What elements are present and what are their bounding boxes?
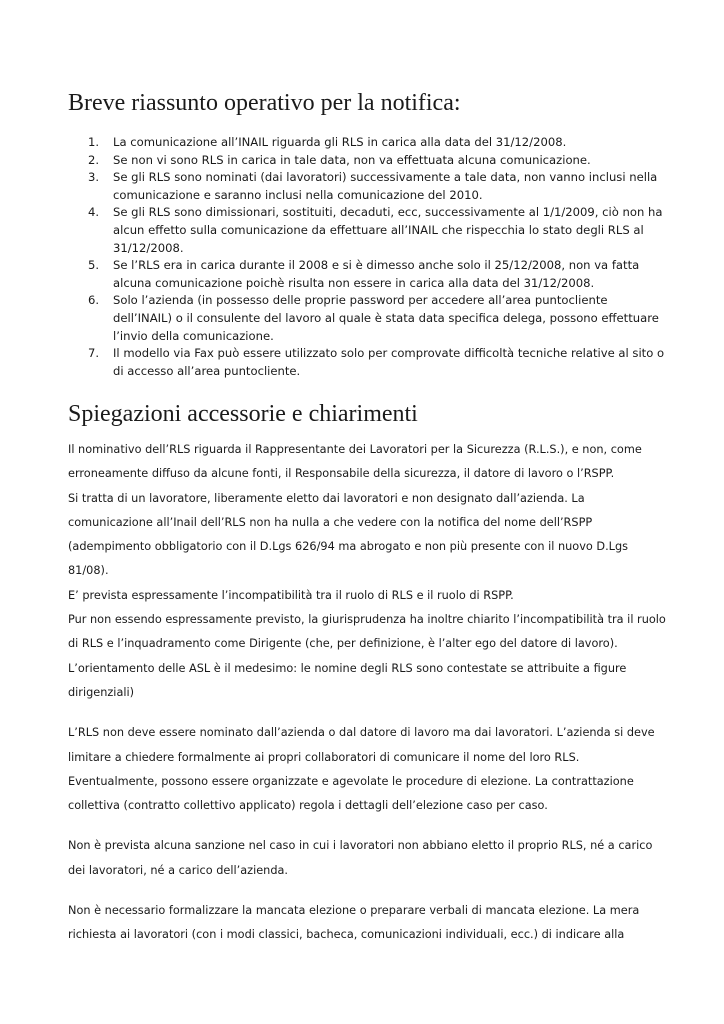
list-item xyxy=(68,257,668,292)
paragraph: Pur non essendo espressamente previsto, la giurisprudenza ha inoltre chiarito l’incompatibilità tra il ruolo di RLS e l’inquadramento come Dirigente (che, per definizione, è l’alter ego del datore di lavoro). xyxy=(68,613,666,651)
list-item-number: 2. xyxy=(88,152,100,167)
summary-heading: Breve riassunto operativo per la notifica: xyxy=(68,90,461,116)
list-item-text: Il modello via Fax può essere utilizzato solo per comprovate difficoltà tecniche relative al sito o di accesso all’area puntocliente. xyxy=(113,346,665,378)
list-item-number: 4. xyxy=(88,205,100,220)
paragraph: E’ prevista espressamente l’incompatibilità tra il ruolo di RLS e il ruolo di RSPP. xyxy=(68,588,514,602)
list-item xyxy=(68,345,668,380)
paragraph: L’orientamento delle ASL è il medesimo: le nomine degli RLS sono contestate se attribuite a figure dirigenziali) xyxy=(68,661,627,699)
list-item-text: Se gli RLS sono dimissionari, sostituiti, decaduti, ecc, successivamente al 1/1/2009, ciò non ha alcun effetto sulla comunicazione da effettuare all’INAIL che rispecchia lo stato degli RLS al 31/12/2008. xyxy=(113,205,663,255)
list-item xyxy=(68,292,668,345)
list-item-text: Se non vi sono RLS in carica in tale data, non va effettuata alcuna comunicazione. xyxy=(113,152,591,167)
clarifications-heading: Spiegazioni accessorie e chiarimenti xyxy=(68,401,418,427)
list-item-text: La comunicazione all’INAIL riguarda gli RLS in carica alla data del 31/12/2008. xyxy=(113,135,567,149)
list-item-text: Solo l’azienda (in possesso delle proprie password per accedere all’area puntocliente dell’INAIL) o il consulente del lavoro al quale è stata data specifica delega, possono effettuare l’invio della comunicazione. xyxy=(113,293,659,343)
list-item-number: 3. xyxy=(88,170,100,185)
clarifications-body xyxy=(68,438,668,948)
list-item-number: 5. xyxy=(88,258,100,273)
paragraph: Non è prevista alcuna sanzione nel caso in cui i lavoratori non abbiano eletto il proprio RLS, né a carico dei lavoratori, né a carico dell’azienda. xyxy=(68,839,653,877)
list-item-number: 1. xyxy=(88,135,100,149)
paragraph: Il nominativo dell’RLS riguarda il Rappresentante dei Lavoratori per la Sicurezza (R.L.S.), e non, come erroneamente diffuso da alcune fonti, il Responsabile della sicurezza, il datore di lavoro o l’RSPP. xyxy=(68,443,642,481)
list-item-number: 7. xyxy=(88,346,100,361)
list-item xyxy=(68,204,668,257)
paragraph: Non è necessario formalizzare la mancata elezione o preparare verbali di mancata elezione. La mera richiesta ai lavoratori (con i modi classici, bacheca, comunicazioni individuali, ecc.) di indicare alla xyxy=(68,904,640,942)
list-item-text: Se gli RLS sono nominati (dai lavoratori) successivamente a tale data, non vanno inclusi nella comunicazione e saranno inclusi nella comunicazione del 2010. xyxy=(113,170,658,202)
summary-list xyxy=(68,134,668,380)
paragraph: Si tratta di un lavoratore, liberamente eletto dai lavoratori e non designato dall’azienda. La comunicazione all’Inail dell’RLS non ha nulla a che vedere con la notifica del nome dell’RSPP (adempimento obbligatorio con il D.Lgs 626/94 ma abrogato e non più presente con il nuovo D.Lgs 81/08). xyxy=(68,491,629,578)
list-item xyxy=(68,169,668,204)
list-item xyxy=(68,152,668,170)
list-item xyxy=(68,134,668,152)
list-item-number: 6. xyxy=(88,293,100,308)
list-item-text: Se l’RLS era in carica durante il 2008 e si è dimesso anche solo il 25/12/2008, non va fatta alcuna comunicazione poichè risulta non essere in carica alla data del 31/12/2008. xyxy=(113,258,640,290)
paragraph: L’RLS non deve essere nominato dall’azienda o dal datore di lavoro ma dai lavoratori. L’azienda si deve limitare a chiedere formalmente ai propri collaboratori di comunicare il nome del loro RLS. Eventualmente, possono essere organizzate e agevolate le procedure di elezione. La contrattazione collettiva (contratto collettivo applicato) regola i dettagli dell’elezione caso per caso. xyxy=(68,726,655,813)
